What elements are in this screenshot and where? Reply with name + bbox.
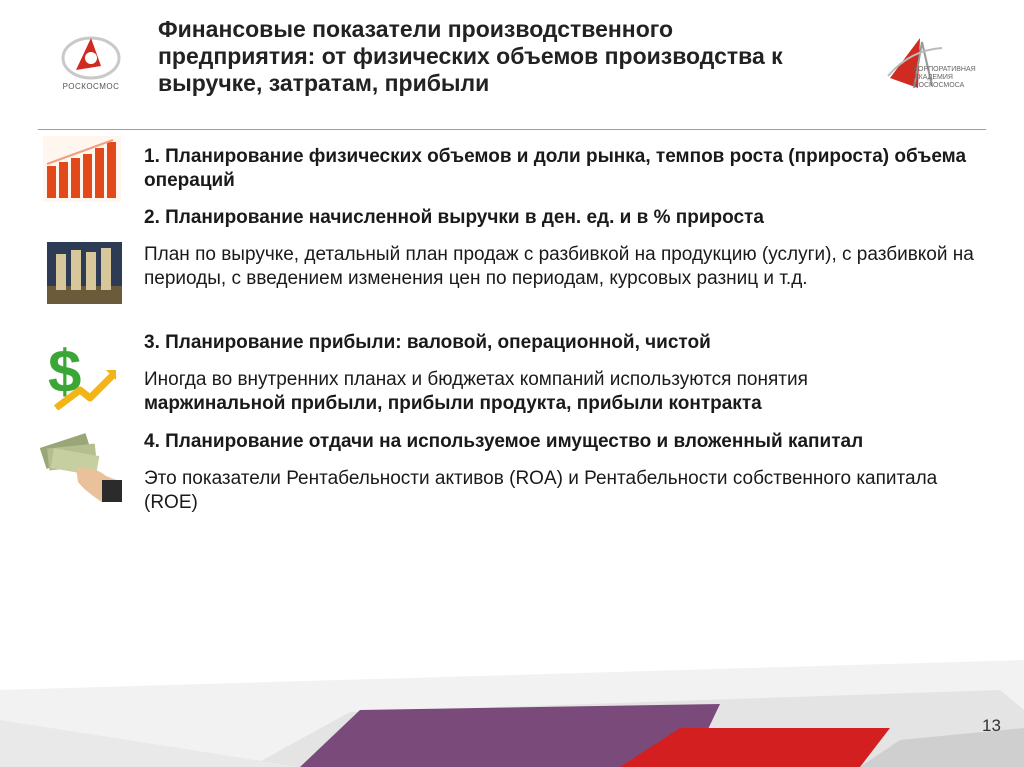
item-revenue-planning: 2. Планирование начисленной выручки в ден. ед. и в % прироста xyxy=(144,207,764,228)
logo-right-line-2: АКАДЕМИЯ xyxy=(914,74,953,81)
svg-text:$: $ xyxy=(48,338,82,405)
item-profit-notions xyxy=(144,368,984,416)
logo-right-line-3: РОСКОСМОСА xyxy=(914,82,965,89)
dollar-arrow-icon xyxy=(46,334,118,410)
logo-left-label: РОСКОСМОС xyxy=(62,82,120,91)
page-title xyxy=(158,16,848,97)
hand-money-icon xyxy=(36,432,122,502)
item-physical-volumes: 1. Планирование физических объемов и доли рынка, темпов роста (прироста) объема операций xyxy=(144,146,967,191)
title-line-2: предприятия: от физических объемов производства к xyxy=(158,43,783,69)
header-divider xyxy=(38,129,986,130)
logo-right-label xyxy=(914,66,994,90)
item-return-planning: 4. Планирование отдачи на используемое имущество и вложенный капитал xyxy=(144,431,864,452)
money-stack-icon xyxy=(47,242,122,304)
item-roa-roe: Это показатели Рентабельности активов (ROA) и Рентабельности собственного капитала (ROE) xyxy=(144,468,938,513)
title-line-3: выручке, затратам, прибыли xyxy=(158,70,490,96)
bottom-decoration xyxy=(0,650,1024,767)
logo-right-line-1: КОРПОРАТИВНАЯ xyxy=(914,66,976,73)
item-profit-planning: 3. Планирование прибыли: валовой, операционной, чистой xyxy=(144,332,711,353)
profit-notions-text: Иногда во внутренних планах и бюджетах компаний используются понятия xyxy=(144,369,808,390)
title-line-1: Финансовые показатели производственного xyxy=(158,16,674,42)
page-number: 13 xyxy=(982,716,1001,735)
bar-chart-icon xyxy=(43,136,121,202)
item-revenue-plan-detail: План по выручке, детальный план продаж с разбивкой на продукцию (услуги), с разбивкой на периоды, с введением изменения цен по периодам, курсовых разниц и т.д. xyxy=(144,244,974,289)
profit-notions-strong: маржинальной прибыли, прибыли продукта, прибыли контракта xyxy=(144,393,762,414)
